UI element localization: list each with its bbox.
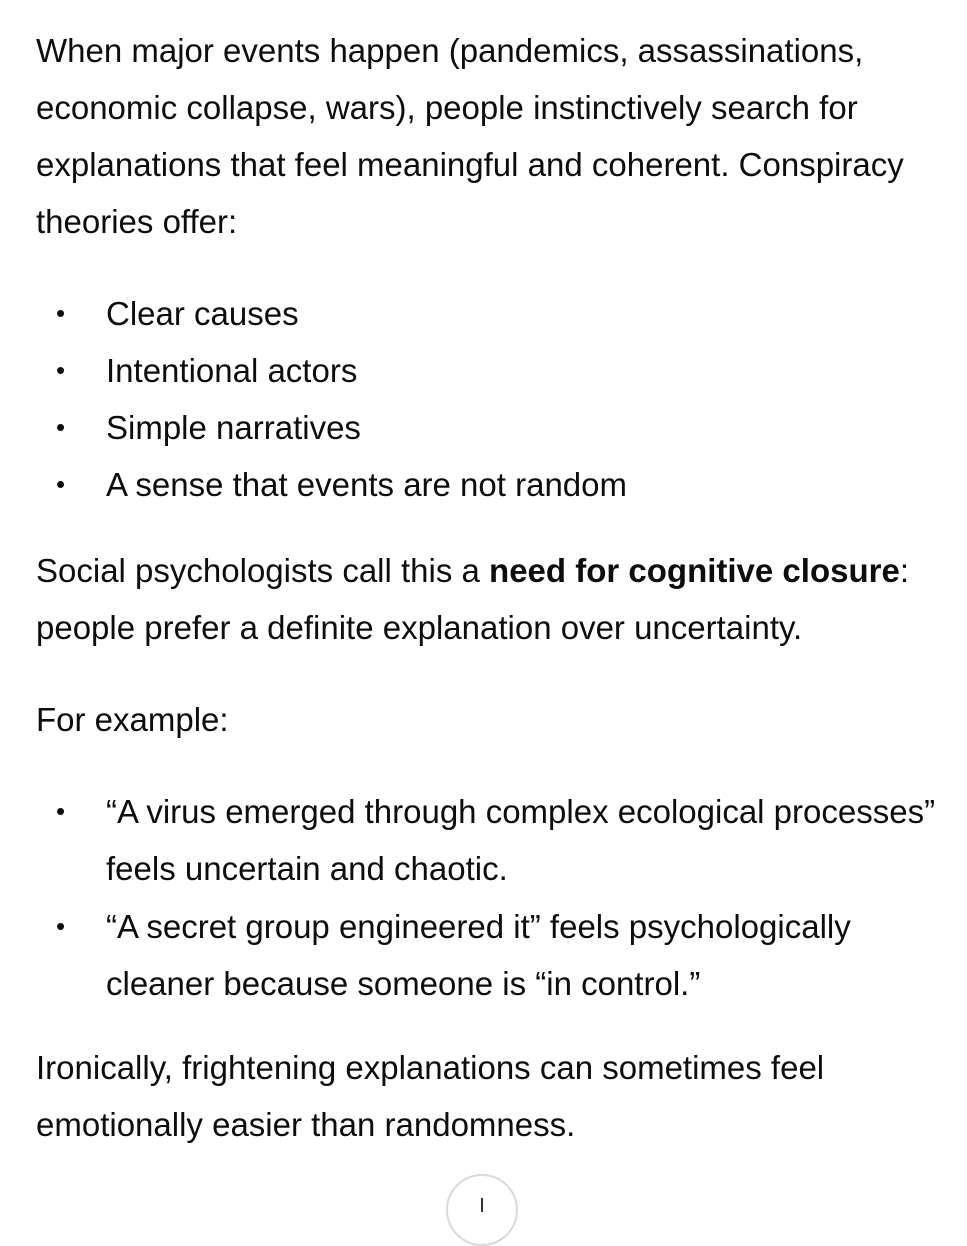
bullet-icon: • (56, 298, 66, 328)
list-item-text: “A secret group engineered it” feels psychologically cleaner because someone is “in control.” (106, 908, 851, 1002)
bullet-icon: • (56, 412, 66, 442)
message-content (36, 22, 936, 1153)
list-item-text: “A virus emerged through complex ecological processes” feels uncertain and chaotic. (106, 793, 936, 887)
list-item (36, 342, 936, 399)
bullet-icon: • (56, 469, 66, 499)
list-item-text: A sense that events are not random (106, 466, 627, 503)
paragraph-example: For example: (36, 701, 229, 738)
closure-text-before: Social psychologists call this a (36, 552, 490, 589)
list-item (36, 898, 936, 1012)
list-item (36, 399, 936, 456)
scroll-to-bottom-button[interactable] (446, 1174, 518, 1246)
paragraph-intro: When major events happen (pandemics, assassinations, economic collapse, wars), people instinctively search for explanations that feel meaningful and coherent. Conspiracy theories offer: (36, 32, 904, 240)
list-item (36, 285, 936, 342)
bullet-icon: • (56, 796, 66, 826)
closure-text-after: : people prefer a definite explanation over uncertainty. (36, 552, 909, 646)
paragraph-closure (36, 542, 936, 656)
closure-bold-term: need for cognitive closure (489, 552, 900, 589)
list-item (36, 783, 936, 897)
list-item-text: Clear causes (106, 295, 299, 332)
causes-list (36, 285, 936, 513)
list-item (36, 456, 936, 513)
list-item-text: Simple narratives (106, 409, 361, 446)
arrow-down-icon (481, 1198, 483, 1212)
examples-list (36, 783, 936, 1012)
bullet-icon: • (56, 911, 66, 941)
bullet-icon: • (56, 355, 66, 385)
list-item-text: Intentional actors (106, 352, 358, 389)
paragraph-ironic: Ironically, frightening explanations can sometimes feel emotionally easier than randomness. (36, 1049, 825, 1143)
